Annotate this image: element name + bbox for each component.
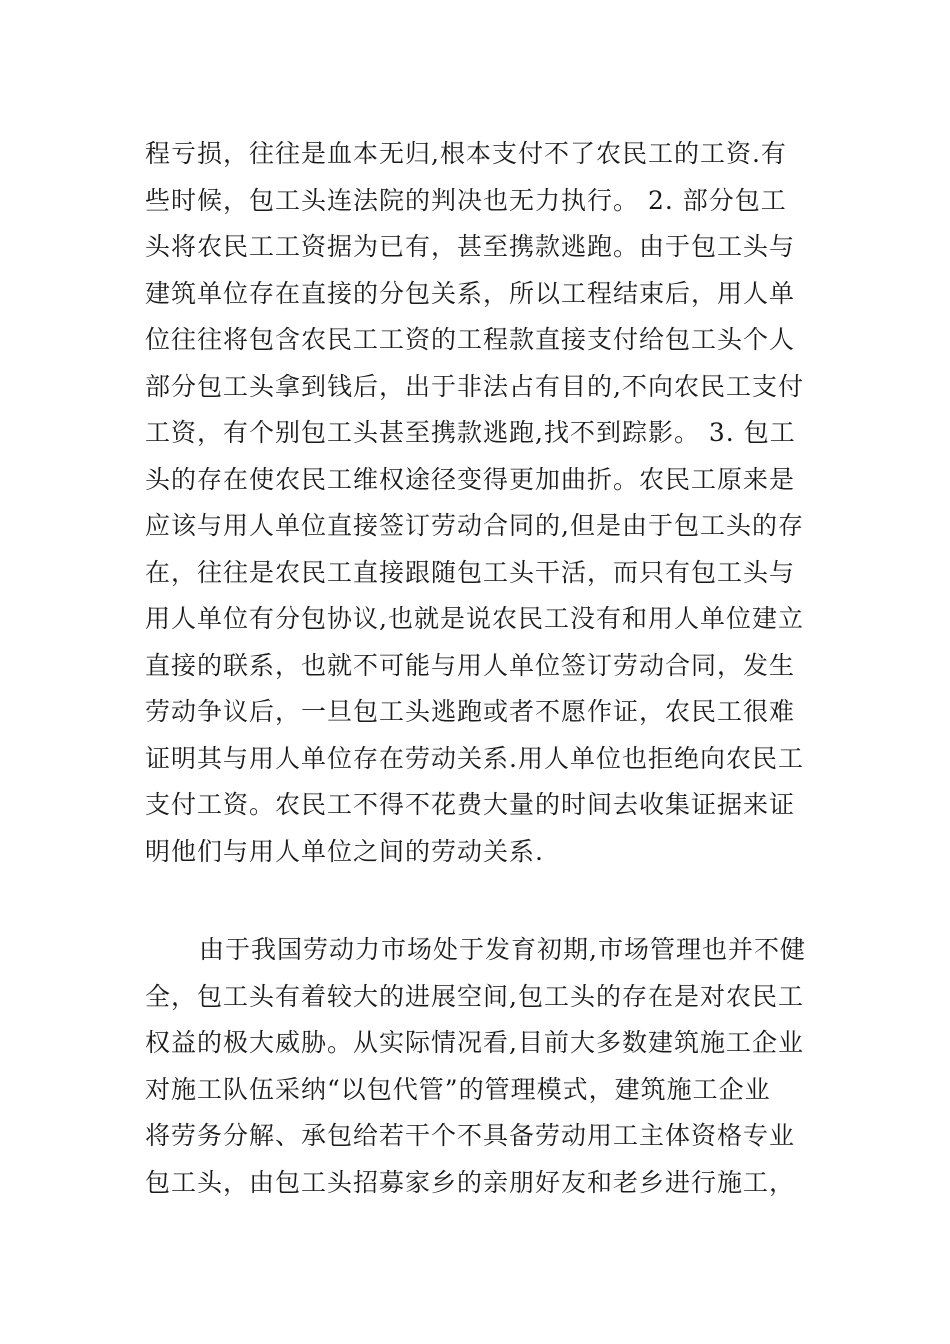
text-line: 劳动争议后，一旦包工头逃跑或者不愿作证，农民工很难 [145,697,796,726]
text-line: 程亏损，往往是血本无归,根本支付不了农民工的工资.有 [145,139,787,168]
text-line: 由于我国劳动力市场处于发育初期,市场管理也并不健 [199,935,806,964]
text-line: 对施工队伍采纳“以包代管”的管理模式，建筑施工企业 [145,1074,771,1104]
text-line: 包工头，由包工头招募家乡的亲朋好友和老乡进行施工， [145,1167,796,1197]
text-line: 支付工资。农民工不得不花费大量的时间去收集证据来证 [145,790,796,819]
text-line: 在，往往是农民工直接跟随包工头干活，而只有包工头与 [145,557,796,587]
text-line: 明他们与用人单位之间的劳动关系. [145,836,544,866]
text-line: 建筑单位存在直接的分包关系，所以工程结束后，用人单 [145,278,796,308]
text-line: 权益的极大威胁。从实际情况看,目前大多数建筑施工企业 [145,1028,804,1057]
text-line: 部分包工头拿到钱后，出于非法占有目的,不向农民工支付 [145,371,804,401]
text-line: 工资，有个别包工头甚至携款逃跑,找不到踪影。 3. 包工 [145,418,796,447]
text-line: 用人单位有分包协议,也就是说农民工没有和用人单位建立 [145,604,804,633]
text-line: 些时候，包工头连法院的判决也无力执行。 2. 部分包工 [145,185,787,215]
text-line: 头的存在使农民工维权途径变得更加曲折。农民工原来是 [145,464,796,494]
text-line: 证明其与用人单位存在劳动关系.用人单位也拒绝向农民工 [145,743,804,773]
text-line: 头将农民工工资据为已有，甚至携款逃跑。由于包工头与 [145,232,796,261]
text-line: 直接的联系，也就不可能与用人单位签订劳动合同，发生 [145,650,796,680]
text-line: 位往往将包含农民工工资的工程款直接支付给包工头个人 [145,325,796,354]
paragraph-2 [145,927,810,1206]
paragraph-1 [145,131,810,875]
text-line: 全，包工头有着较大的进展空间,包工头的存在是对农民工 [145,981,804,1011]
text-line: 将劳务分解、承包给若干个不具备劳动用工主体资格专业 [145,1121,796,1150]
text-line: 应该与用人单位直接签订劳动合同的,但是由于包工头的存 [145,511,804,540]
